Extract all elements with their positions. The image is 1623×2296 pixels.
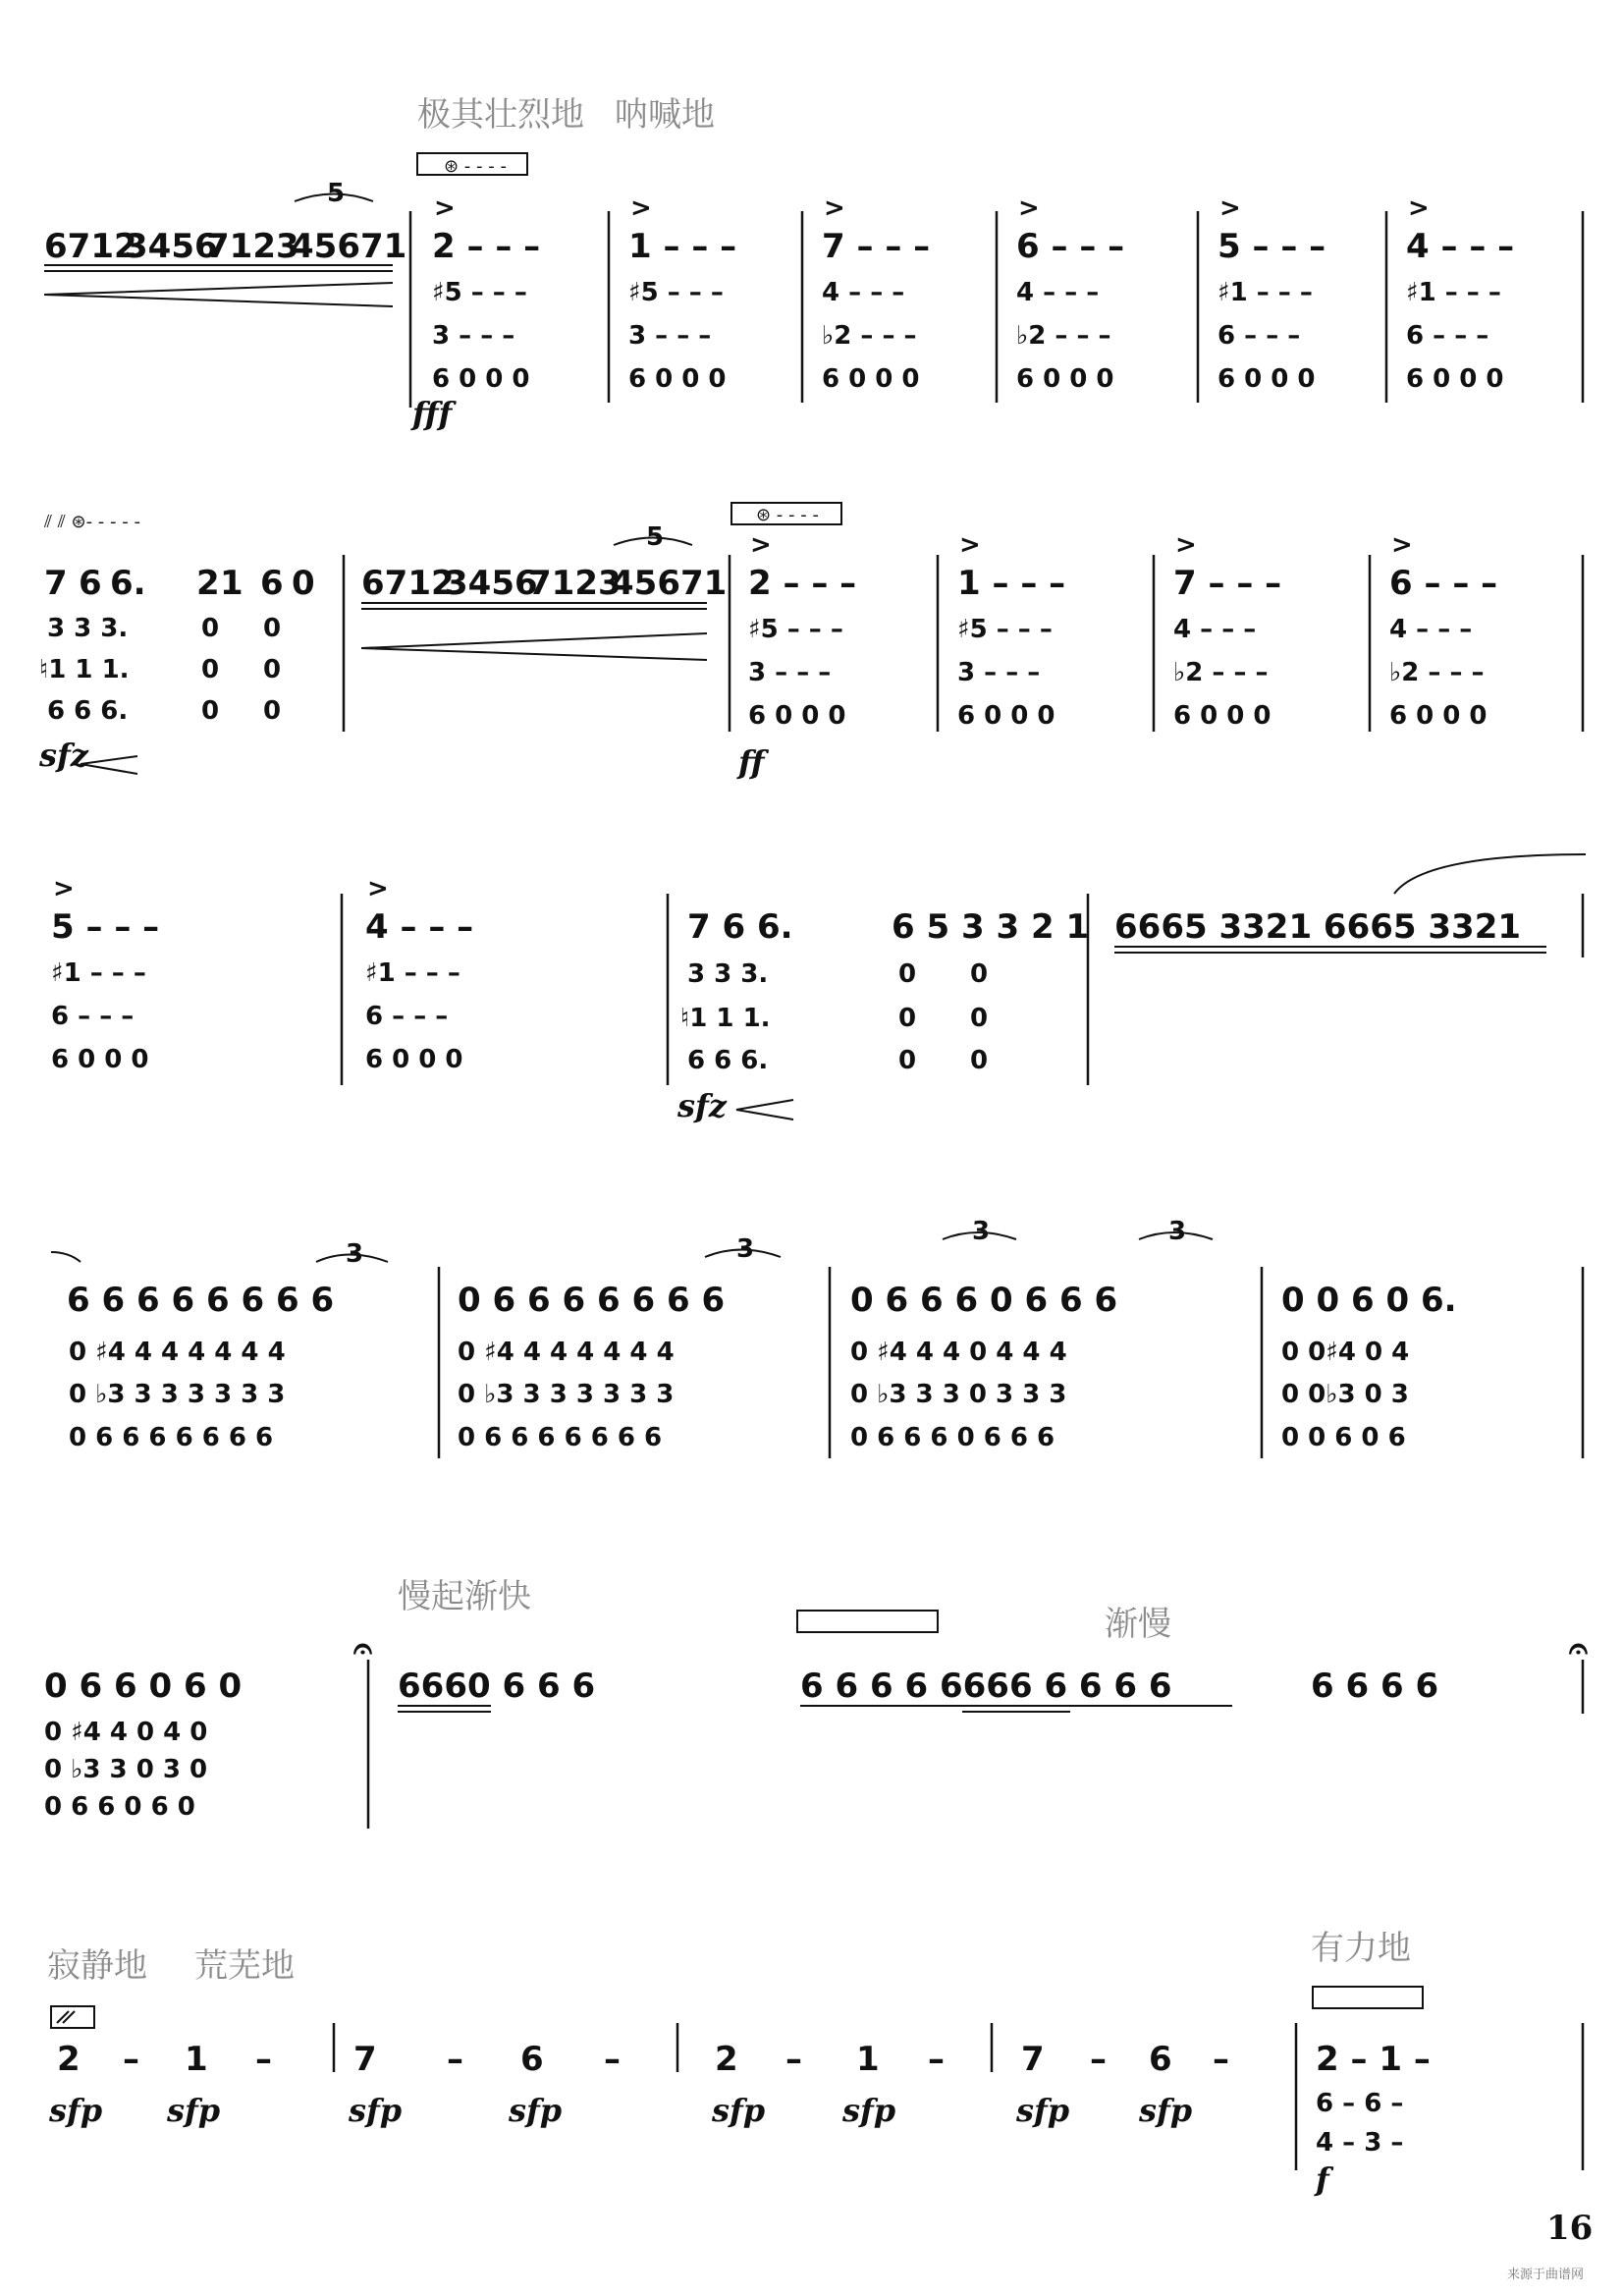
svg-text:5 – – –: 5 – – – xyxy=(1217,227,1326,266)
run-group-4: 45671 xyxy=(291,227,407,266)
row6-dynamics xyxy=(48,2092,1192,2129)
run-group-2: 3456 xyxy=(125,227,218,266)
svg-text:0: 0 xyxy=(970,1046,989,1075)
svg-text:𝄐: 𝄐 xyxy=(1569,1629,1588,1668)
svg-text:6 0 0 0: 6 0 0 0 xyxy=(957,701,1055,731)
row6-note: – xyxy=(604,2040,621,2079)
svg-text:>: > xyxy=(53,874,75,903)
svg-text:6665 3321 6665 3321: 6665 3321 6665 3321 xyxy=(1114,907,1522,947)
dynamic-sfp: sfp xyxy=(1016,2092,1070,2129)
row6-note: – xyxy=(447,2040,463,2079)
dynamic-sfp: sfp xyxy=(1139,2092,1193,2129)
svg-text:♮1 1 1.: ♮1 1 1. xyxy=(39,655,130,684)
svg-text:7 – – –: 7 – – – xyxy=(822,227,931,266)
svg-text:0: 0 xyxy=(898,1046,917,1075)
system-1 xyxy=(44,95,1583,432)
expression-1: 极其壮烈地 xyxy=(417,95,584,135)
dynamic-sfp: sfp xyxy=(349,2092,403,2129)
svg-text:6 0 0 0: 6 0 0 0 xyxy=(51,1045,149,1074)
svg-text:2 – – –: 2 – – – xyxy=(748,564,857,603)
svg-text:♯1 – – –: ♯1 – – – xyxy=(365,958,460,988)
svg-text:4 – – –: 4 – – – xyxy=(365,907,474,947)
svg-text:3: 3 xyxy=(972,1217,991,1246)
expression-4: 渐慢 xyxy=(1105,1605,1171,1644)
svg-text:7 – – –: 7 – – – xyxy=(1173,564,1282,603)
system-2 xyxy=(38,503,1583,781)
svg-text:6 0 0 0: 6 0 0 0 xyxy=(1173,701,1271,731)
svg-text:6 0 0 0: 6 0 0 0 xyxy=(822,364,920,394)
svg-text:♯5 – – –: ♯5 – – – xyxy=(628,278,724,307)
svg-text:6 – – –: 6 – – – xyxy=(1406,321,1489,351)
row6-note: – xyxy=(123,2040,139,2079)
row6-note: – xyxy=(1090,2040,1107,2079)
svg-text:6 – – –: 6 – – – xyxy=(1016,227,1125,266)
svg-text:3 – – –: 3 – – – xyxy=(628,321,712,351)
svg-text:♯5 – – –: ♯5 – – – xyxy=(432,278,527,307)
expression-3: 慢起渐快 xyxy=(398,1577,531,1616)
svg-text:0: 0 xyxy=(263,614,282,643)
svg-text:3 – – –: 3 – – – xyxy=(432,321,515,351)
row6-note: – xyxy=(1213,2040,1229,2079)
svg-text:0: 0 xyxy=(898,959,917,989)
svg-text:3: 3 xyxy=(346,1239,364,1269)
svg-text:>: > xyxy=(1408,193,1430,223)
dynamic-f: f xyxy=(1316,2160,1329,2198)
svg-text:4 – – –: 4 – – – xyxy=(1389,615,1473,644)
row6-note: – xyxy=(255,2040,272,2079)
svg-text:6 0 0 0: 6 0 0 0 xyxy=(1406,364,1504,394)
chord-groups-7 xyxy=(1281,1281,1457,1452)
svg-text:3: 3 xyxy=(1168,1217,1187,1246)
dynamic-ff: ff xyxy=(738,743,765,781)
run-6665 xyxy=(1114,854,1586,953)
run-2 xyxy=(361,522,727,660)
chord-sfz-1 xyxy=(39,564,315,726)
svg-text:6 0 0 0: 6 0 0 0 xyxy=(628,364,727,394)
row6-note: 6 xyxy=(520,2040,544,2079)
svg-text:♯5 – – –: ♯5 – – – xyxy=(957,615,1053,644)
expression-7: 有力地 xyxy=(1311,1929,1411,1968)
svg-text:♯5 – – –: ♯5 – – – xyxy=(748,615,843,644)
svg-text:7: 7 xyxy=(44,564,68,603)
row6-note: 1 xyxy=(856,2040,880,2079)
dynamic-sfz: sfz xyxy=(39,737,88,774)
svg-text:>: > xyxy=(1391,530,1413,560)
svg-text:3456: 3456 xyxy=(445,564,538,603)
svg-text:♮1 1 1.: ♮1 1 1. xyxy=(680,1004,771,1033)
svg-text:6 6 6 6 6666 6 6 6 6: 6 6 6 6 6666 6 6 6 6 xyxy=(800,1667,1172,1706)
svg-text:>: > xyxy=(630,193,652,223)
chord-bars-1 xyxy=(432,193,1583,403)
tremolo-symbol: ⊛ - - - - xyxy=(444,156,507,177)
svg-text:0: 0 xyxy=(970,1004,989,1033)
dynamic-sfp: sfp xyxy=(509,2092,563,2129)
chord-bars-3 xyxy=(51,874,473,1074)
chord-groups-6 xyxy=(850,1217,1213,1452)
svg-text:6 6 6 6 6 6 6 6: 6 6 6 6 6 6 6 6 xyxy=(67,1281,335,1320)
svg-text:3 – – –: 3 – – – xyxy=(748,658,832,687)
svg-text:0 6 6 6 6 6 6 6: 0 6 6 6 6 6 6 6 xyxy=(458,1281,726,1320)
svg-text:6 6 6.: 6 6 6. xyxy=(687,1046,769,1075)
svg-text:0: 0 xyxy=(201,696,220,726)
dynamic-sfp: sfp xyxy=(712,2092,766,2129)
system-5 xyxy=(44,1577,1588,1829)
row6-note: 7 xyxy=(353,2040,377,2079)
svg-text:2 – – –: 2 – – – xyxy=(432,227,541,266)
source-credit: 来源于曲谱网 xyxy=(1507,2268,1585,2282)
svg-text:6.: 6. xyxy=(110,564,146,603)
svg-text:>: > xyxy=(1175,530,1197,560)
svg-text:0: 0 xyxy=(263,696,282,726)
svg-text:6 – – –: 6 – – – xyxy=(365,1002,449,1031)
svg-text:0 6 6 0 6 0: 0 6 6 0 6 0 xyxy=(44,1667,243,1706)
svg-text:♭2 – – –: ♭2 – – – xyxy=(1173,658,1269,687)
chord-bars-2 xyxy=(748,530,1583,732)
svg-text:0 6 6 0 6 0: 0 6 6 0 6 0 xyxy=(44,1792,195,1822)
dynamic-sfp: sfp xyxy=(167,2092,221,2129)
svg-text:5 – – –: 5 – – – xyxy=(51,907,160,947)
row6-note: 6 xyxy=(1149,2040,1172,2079)
svg-text:2: 2 xyxy=(196,564,220,603)
svg-text:♯1 – – –: ♯1 – – – xyxy=(1217,278,1313,307)
svg-text:5: 5 xyxy=(646,522,665,552)
tremolo-symbol: ⫽ ⫽ ⊛- - - - - xyxy=(44,512,140,532)
system-3 xyxy=(51,854,1586,1124)
svg-text:0 ♯4 4 4 0 4 4 4: 0 ♯4 4 4 0 4 4 4 xyxy=(850,1338,1067,1367)
expression-5: 寂静地 xyxy=(47,1946,147,1986)
run-group-3: 7123 xyxy=(206,227,299,266)
svg-text:6 0 0 0: 6 0 0 0 xyxy=(1389,701,1488,731)
svg-text:0 6 6 6 0 6 6 6: 0 6 6 6 0 6 6 6 xyxy=(850,1281,1118,1320)
dynamic-sfp: sfp xyxy=(49,2092,103,2129)
svg-text:0 6 6 6 6 6 6 6: 0 6 6 6 6 6 6 6 xyxy=(458,1423,663,1452)
svg-text:6 0 0 0: 6 0 0 0 xyxy=(748,701,846,731)
svg-text:1 – – –: 1 – – – xyxy=(628,227,737,266)
svg-text:♯1 – – –: ♯1 – – – xyxy=(51,958,146,988)
svg-text:0 0♯4 0 4: 0 0♯4 0 4 xyxy=(1281,1338,1410,1367)
svg-text:0 ♭3 3 0 3 0: 0 ♭3 3 0 3 0 xyxy=(44,1755,208,1784)
svg-text:0: 0 xyxy=(292,564,315,603)
svg-text:2 – 1 –: 2 – 1 – xyxy=(1316,2040,1431,2079)
svg-text:1 – – –: 1 – – – xyxy=(957,564,1066,603)
svg-text:0 0 6 0 6.: 0 0 6 0 6. xyxy=(1281,1281,1457,1320)
svg-text:6 6 6 6: 6 6 6 6 xyxy=(1311,1667,1439,1706)
svg-text:0 ♭3 3 3 3 3 3 3: 0 ♭3 3 3 3 3 3 3 xyxy=(458,1380,675,1409)
svg-text:♯1 – – –: ♯1 – – – xyxy=(1406,278,1501,307)
expression-6: 荒芜地 xyxy=(194,1946,295,1986)
svg-text:0 ♭3 3 3 3 3 3 3: 0 ♭3 3 3 3 3 3 3 xyxy=(69,1380,286,1409)
svg-text:6 – – –: 6 – – – xyxy=(1217,321,1301,351)
svg-text:0: 0 xyxy=(263,655,282,684)
row6-note: 1 xyxy=(185,2040,208,2079)
svg-text:>: > xyxy=(1018,193,1040,223)
svg-text:0 0♭3 0 3: 0 0♭3 0 3 xyxy=(1281,1380,1409,1409)
svg-text:0 ♯4 4 4 4 4 4 4: 0 ♯4 4 4 4 4 4 4 xyxy=(69,1338,286,1367)
svg-text:0 6 6 6 0 6 6 6: 0 6 6 6 0 6 6 6 xyxy=(850,1423,1055,1452)
run-group-1: 6712 xyxy=(44,227,137,266)
svg-text:0 0 6 0 6: 0 0 6 0 6 xyxy=(1281,1423,1406,1452)
svg-text:>: > xyxy=(434,193,456,223)
svg-text:6 0 0 0: 6 0 0 0 xyxy=(1016,364,1114,394)
svg-text:3 – – –: 3 – – – xyxy=(957,658,1041,687)
chord-sfz-2 xyxy=(680,907,1089,1075)
page-number: 16 xyxy=(1546,2209,1594,2248)
svg-text:0: 0 xyxy=(201,655,220,684)
svg-text:7 6 6.: 7 6 6. xyxy=(687,907,793,947)
svg-text:0: 0 xyxy=(201,614,220,643)
dynamic-fff: fff xyxy=(412,395,453,432)
svg-text:6 5 3 3 2 1: 6 5 3 3 2 1 xyxy=(892,907,1090,947)
svg-text:4 – 3 –: 4 – 3 – xyxy=(1316,2128,1404,2158)
svg-text:4 – – –: 4 – – – xyxy=(1406,227,1515,266)
svg-text:𝄐: 𝄐 xyxy=(353,1629,372,1668)
svg-text:1: 1 xyxy=(220,564,243,603)
svg-text:6 0 0 0: 6 0 0 0 xyxy=(432,364,530,394)
final-chord xyxy=(1316,2040,1431,2158)
svg-text:3 3 3.: 3 3 3. xyxy=(687,959,769,989)
quintuplet-mark: 5 xyxy=(327,179,346,208)
expression-2: 呐喊地 xyxy=(615,95,715,135)
svg-text:7123: 7123 xyxy=(528,564,622,603)
svg-text:6 0 0 0: 6 0 0 0 xyxy=(1217,364,1316,394)
svg-text:♭2 – – –: ♭2 – – – xyxy=(1389,658,1485,687)
svg-text:4 – – –: 4 – – – xyxy=(1016,278,1100,307)
svg-text:>: > xyxy=(367,874,389,903)
system-6 xyxy=(47,1929,1583,2198)
svg-text:3: 3 xyxy=(736,1234,755,1264)
dynamic-sfz: sfz xyxy=(677,1087,727,1124)
row6-note: – xyxy=(785,2040,802,2079)
svg-text:45671: 45671 xyxy=(611,564,728,603)
svg-text:6 – 6 –: 6 – 6 – xyxy=(1316,2089,1404,2118)
svg-text:0 ♯4 4 4 4 4 4 4: 0 ♯4 4 4 4 4 4 4 xyxy=(458,1338,675,1367)
system-4 xyxy=(51,1217,1583,1458)
row6-note: – xyxy=(928,2040,945,2079)
svg-text:6 6 6.: 6 6 6. xyxy=(47,696,129,726)
svg-text:⊛ - - - -: ⊛ - - - - xyxy=(756,505,819,525)
svg-text:6 – – –: 6 – – – xyxy=(1389,564,1498,603)
svg-text:>: > xyxy=(1219,193,1241,223)
svg-text:4 – – –: 4 – – – xyxy=(822,278,905,307)
svg-text:0: 0 xyxy=(898,1004,917,1033)
opening-run xyxy=(44,179,406,306)
svg-text:6 0 0 0: 6 0 0 0 xyxy=(365,1045,463,1074)
svg-text:4 – – –: 4 – – – xyxy=(1173,615,1257,644)
svg-text:♭2 – – –: ♭2 – – – xyxy=(1016,321,1111,351)
svg-text:>: > xyxy=(959,530,981,560)
chord-groups-4 xyxy=(67,1239,388,1452)
svg-text:6 – – –: 6 – – – xyxy=(51,1002,135,1031)
svg-text:♭2 – – –: ♭2 – – – xyxy=(822,321,917,351)
chord-groups-8 xyxy=(44,1667,242,1822)
svg-text:>: > xyxy=(824,193,845,223)
svg-text:6: 6 xyxy=(79,564,102,603)
svg-text:0 ♯4 4 0 4 0: 0 ♯4 4 0 4 0 xyxy=(44,1718,208,1747)
repeat-notes xyxy=(398,1611,1438,1712)
svg-text:6: 6 xyxy=(260,564,284,603)
svg-text:0 6 6 6 6 6 6 6: 0 6 6 6 6 6 6 6 xyxy=(69,1423,274,1452)
svg-text:3 3 3.: 3 3 3. xyxy=(47,614,129,643)
row6-notes xyxy=(57,2040,1229,2079)
chord-groups-5 xyxy=(458,1234,781,1452)
svg-text:0: 0 xyxy=(970,959,989,989)
svg-text:6660 6 6 6: 6660 6 6 6 xyxy=(398,1667,596,1706)
row6-note: 2 xyxy=(715,2040,738,2079)
row6-note: 7 xyxy=(1021,2040,1045,2079)
svg-text:6712: 6712 xyxy=(361,564,455,603)
svg-text:0 ♭3 3 3 0 3 3 3: 0 ♭3 3 3 0 3 3 3 xyxy=(850,1380,1067,1409)
svg-text:>: > xyxy=(750,530,772,560)
dynamic-sfp: sfp xyxy=(842,2092,896,2129)
row6-note: 2 xyxy=(57,2040,81,2079)
